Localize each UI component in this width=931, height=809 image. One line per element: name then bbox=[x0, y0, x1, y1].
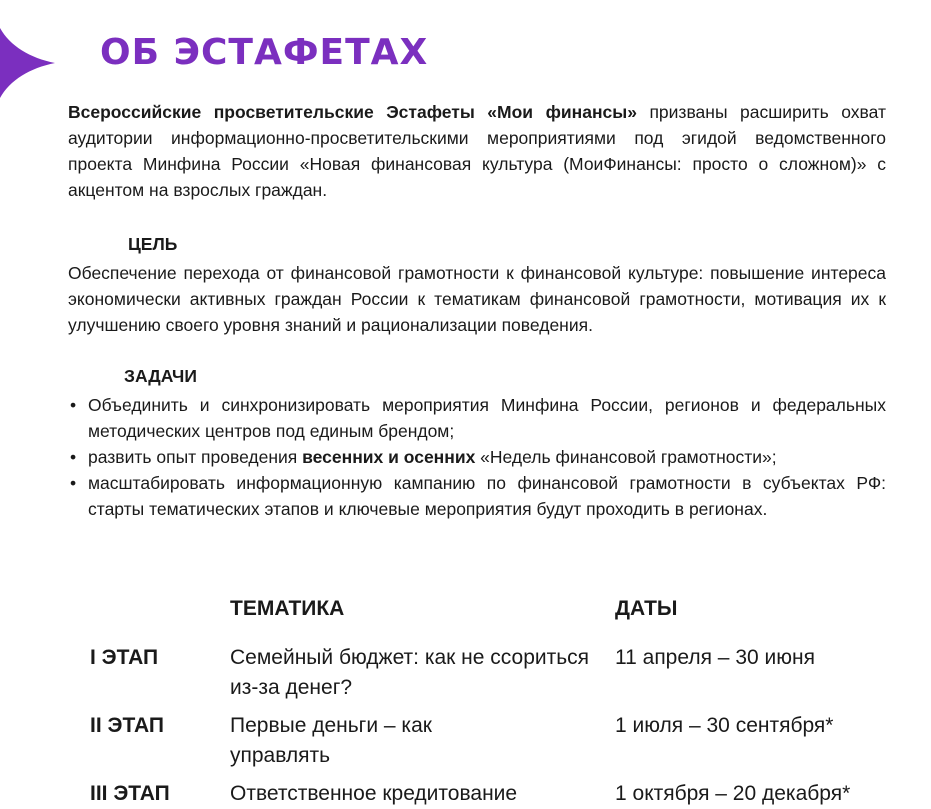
dates-column-header: ДАТЫ bbox=[615, 597, 678, 620]
stage-label: I ЭТАП bbox=[90, 646, 159, 669]
stage-dates: 1 июля – 30 сентября* bbox=[615, 714, 834, 737]
intro-text: призваны расширить охват аудитории информационно-просветительскими мероприятиями под эгидой ведомственного проекта Минфина России «Новая финансовая культура (МоиФинансы: просто о сложном)» с акцентом на взрослых граждан. bbox=[68, 102, 886, 200]
topic-column-header: ТЕМАТИКА bbox=[230, 597, 345, 620]
stage-topic: Семейный бюджет: как не ссориться из-за денег? bbox=[230, 646, 590, 699]
task-bold-text: весенних и осенних bbox=[302, 447, 476, 467]
tasks-heading: ЗАДАЧИ bbox=[124, 366, 197, 386]
stage-topic: Первые деньги – как управлять bbox=[230, 714, 432, 767]
page-title: ОБ ЭСТАФЕТАХ bbox=[100, 32, 429, 73]
stage-dates: 11 апреля – 30 июня bbox=[615, 646, 815, 669]
stage-label: II ЭТАП bbox=[90, 714, 164, 737]
task-item: • Объединить и синхронизировать мероприятия Минфина России, регионов и федеральных методических центров под единым брендом; bbox=[68, 392, 886, 444]
goal-heading: ЦЕЛЬ bbox=[128, 234, 178, 254]
task-text: «Недель финансовой грамотности»; bbox=[475, 447, 777, 467]
goal-text: Обеспечение перехода от финансовой грамотности к финансовой культуре: повышение интереса экономически активных граждан России к тематикам финансовой грамотности, мотивация их к улучшению своего уровня знаний и рационализации поведения. bbox=[68, 263, 886, 335]
task-item: • масштабировать информационную кампанию по финансовой грамотности в субъектах РФ: старты тематических этапов и ключевые мероприятия будут проходить в регионах. bbox=[68, 470, 886, 522]
task-item bbox=[68, 444, 886, 470]
tasks-list bbox=[68, 392, 886, 522]
intro-bold-lead: Всероссийские просветительские Эстафеты «Мои финансы» bbox=[68, 102, 637, 122]
accent-arrow-shape bbox=[0, 28, 60, 98]
intro-paragraph bbox=[68, 99, 886, 203]
stage-label: III ЭТАП bbox=[90, 782, 170, 805]
task-text: развить опыт проведения bbox=[88, 447, 303, 467]
stage-topic: Ответственное кредитование bbox=[230, 782, 518, 805]
stage-dates: 1 октября – 20 декабря* bbox=[615, 782, 851, 805]
